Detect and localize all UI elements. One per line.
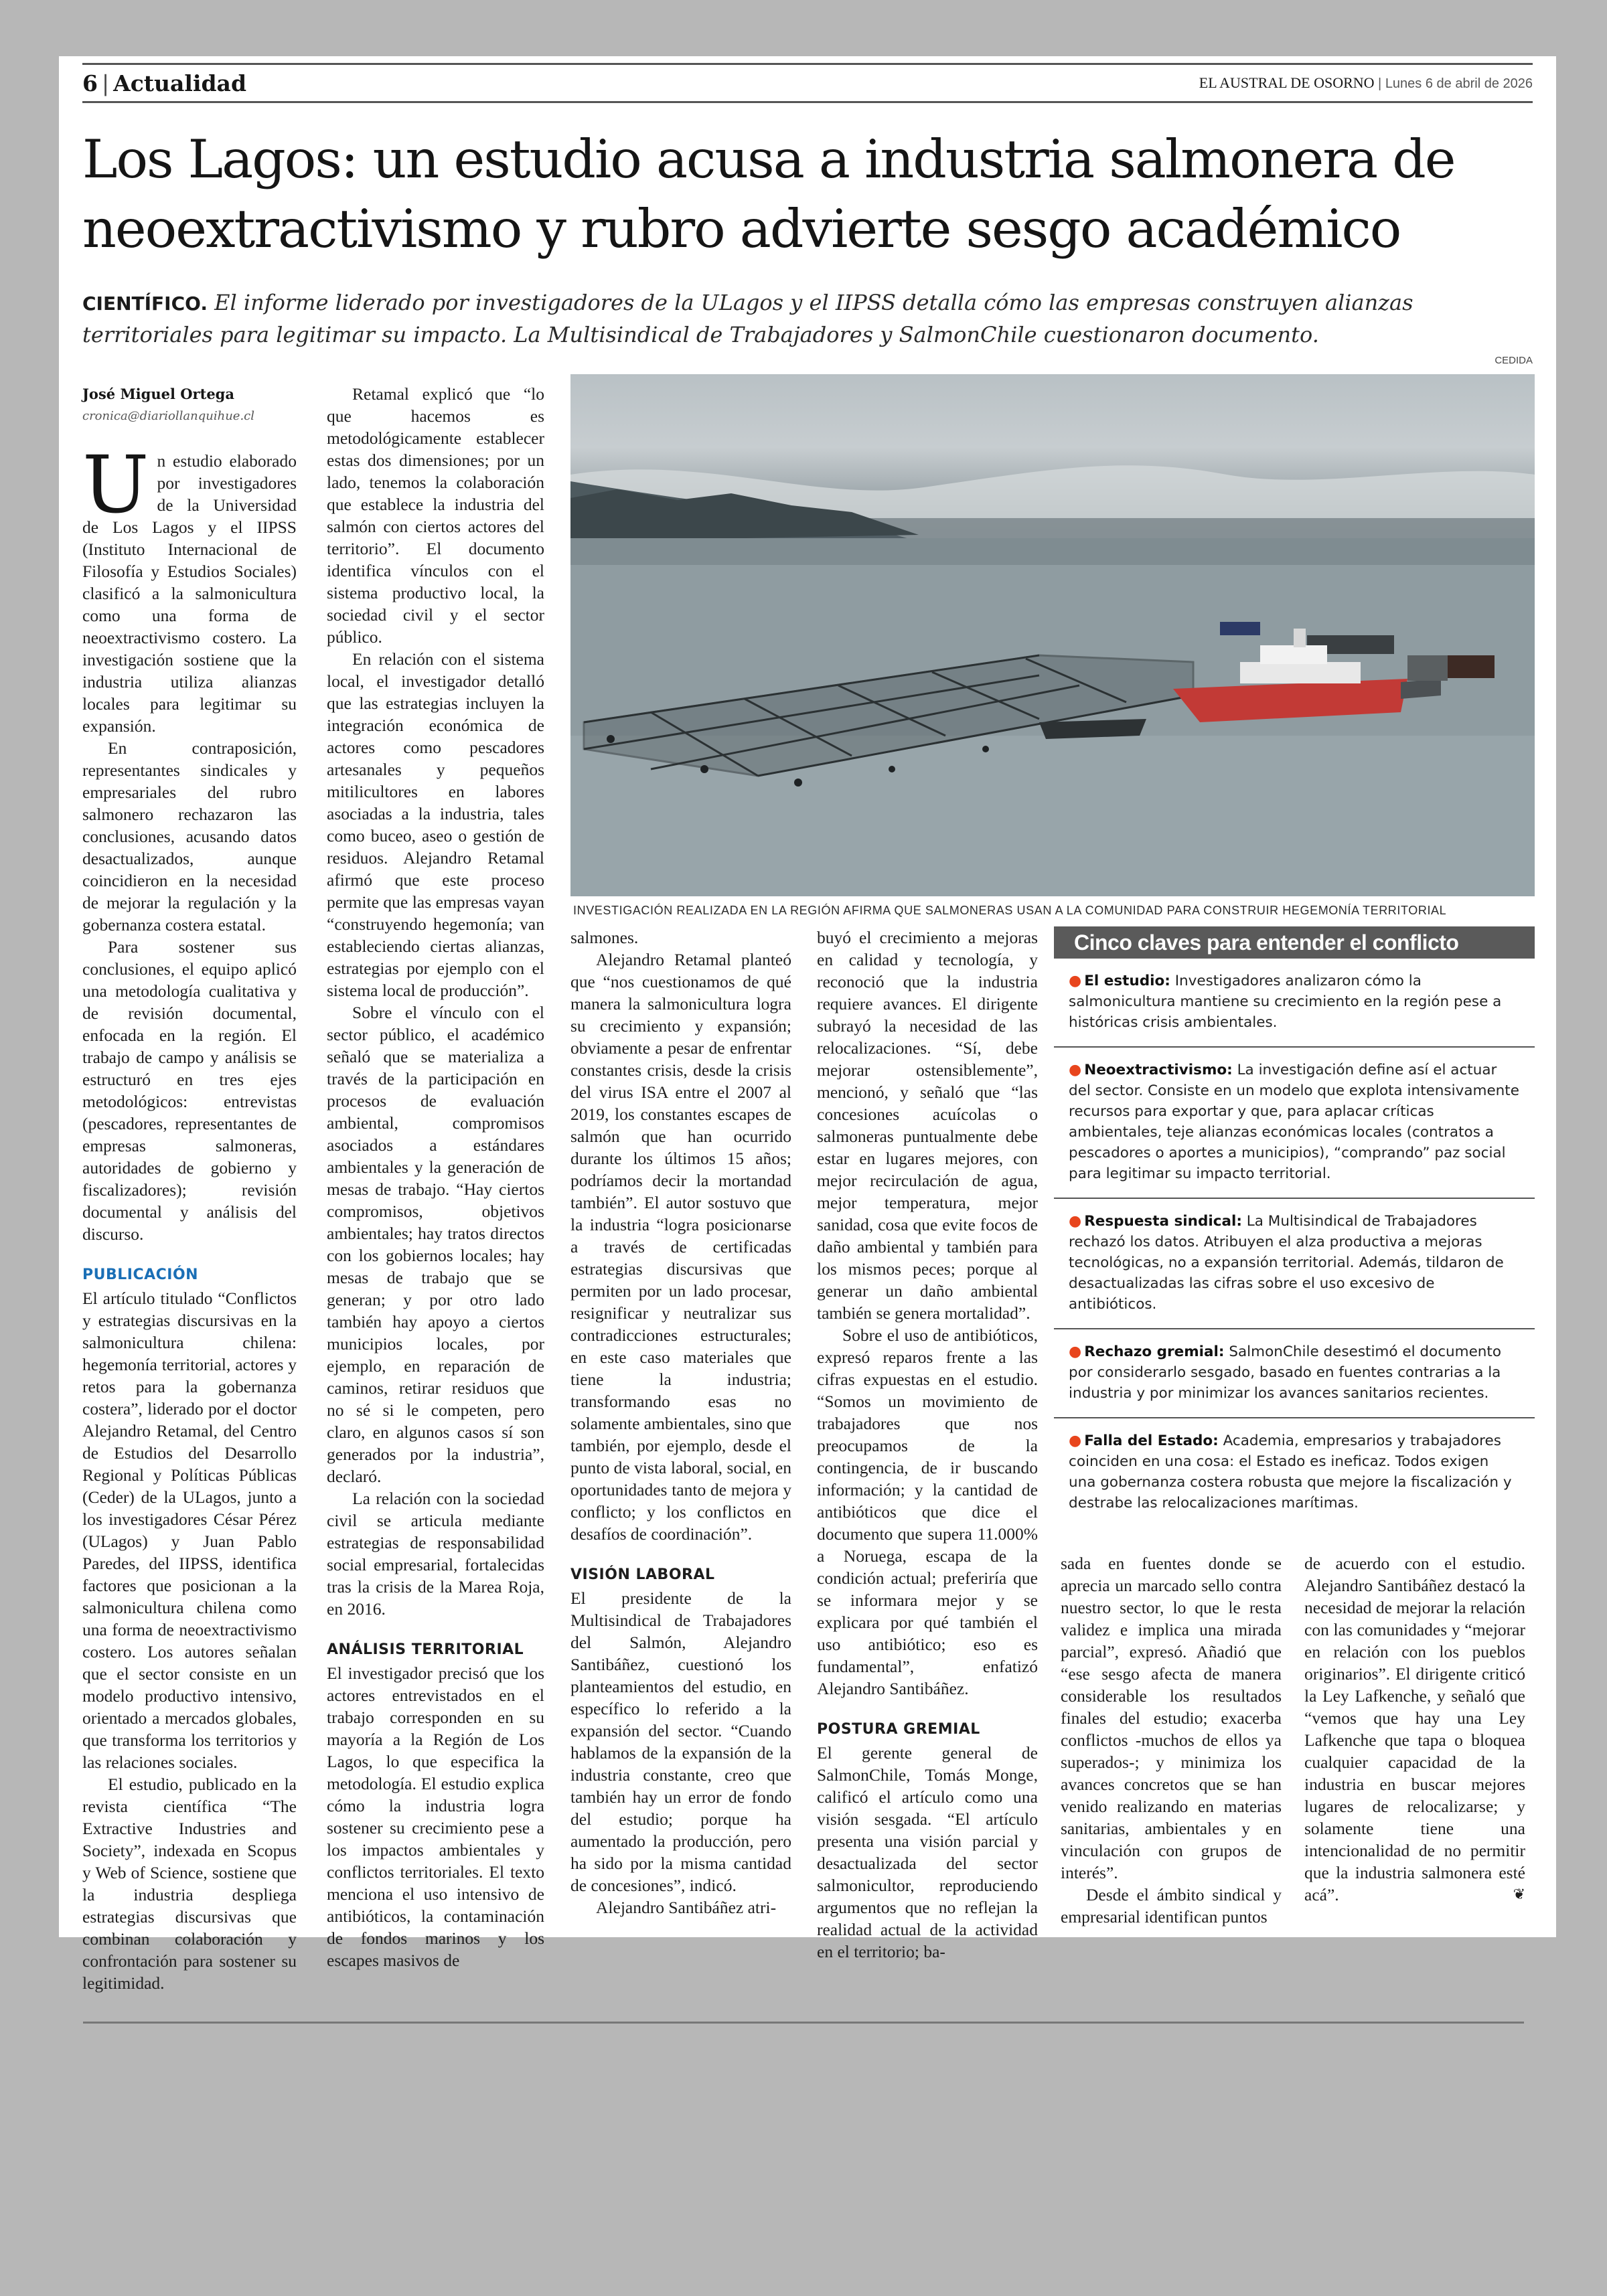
subhead-kicker: CIENTÍFICO. <box>82 293 208 315</box>
photo-caption: INVESTIGACIÓN REALIZADA EN LA REGIÓN AFIRMA QUE SALMONERAS USAN A LA COMUNIDAD PARA CONSTRUIR HEGEMONÍA TERRITORIAL <box>573 904 1447 917</box>
article-paragraph: de acuerdo con el estudio. Alejandro Santibáñez destacó la necesidad de mejorar la relación con las comunidades y “mejorar en relación con los pueblos originarios”. El dirigente criticó la Ley Lafkenche, y señaló que “vemos que hay una Ley Lafkenche que tapa o bloquea cualquier capacidad de la industria en buscar mejores lugares de relocalizarse; y solamente tiene una intencionalidad de no permitir que la industria salmonera esté acá”. ❦ <box>1304 1554 1525 1904</box>
issue-date: Lunes 6 de abril de 2026 <box>1385 76 1533 91</box>
section-label: 6 | Actualidad <box>82 70 247 96</box>
author-email: cronica@diariollanquihue.cl <box>82 409 255 423</box>
bullet-icon: ● <box>1069 1343 1082 1360</box>
article-paragraph: El gerente general de SalmonChile, Tomás Monge, calificó el artículo como una visión sesgada. “El artículo presenta una visión parcial y desactualizada del sector salmonicultor, reproduciendo argumentos que no reflejan la realidad actual de la actividad en el territorio; ba- <box>817 1743 1038 1961</box>
key-point: ● Respuesta sindical: La Multisindical de Trabajadores rechazó los datos. Atribuyen el alza productiva a mejoras tecnológicas, no a expansión territorial. Además, tildaron de desactualizadas las cifras sobre el uso excesivo de antibióticos. <box>1054 1199 1535 1329</box>
article-paragraph: La relación con la sociedad civil se articula mediante estrategias de responsabilidad social empresarial, fortalecidas tras la crisis de la Marea Roja, en 2016. <box>327 1489 544 1619</box>
photo-credit: CEDIDA <box>1495 355 1533 366</box>
article-paragraph: Retamal explicó que “lo que hacemos es metodológicamente establecer estas dos dimensiones; por un lado, tenemos la colaboración que establece la industria del salmón con ciertos actores del territorio”. El documento identifica vínculos con el sistema productivo local, la sociedad civil y el sector público. <box>327 384 544 647</box>
article-column-3 <box>570 926 791 1918</box>
key-point: ● Falla del Estado: Academia, empresarios y trabajadores coinciden en una cosa: el Estado es ineficaz. Todos exigen una gobernanza costera robusta que mejore la fiscalización y destrabe las relocalizaciones marítimas. <box>1069 1432 1512 1511</box>
article-column-5 <box>1061 1552 1282 1928</box>
masthead-info: EL AUSTRAL DE OSORNO | Lunes 6 de abril de 2026 <box>1199 74 1533 91</box>
article-paragraph: Desde el ámbito sindical y empresarial identifican puntos <box>1061 1885 1282 1926</box>
article-paragraph: En contraposición, representantes sindicales y empresariales del rubro salmonero rechazaron las conclusiones, acusando datos desactualizados, aunque coincidieron en la necesidad de mejorar la regulación y la gobernanza costera estatal. <box>82 738 297 934</box>
newspaper-name: EL AUSTRAL DE OSORNO <box>1199 74 1375 91</box>
section-heading-postura: POSTURA GREMIAL <box>817 1721 980 1738</box>
page-number: 6 <box>82 70 98 96</box>
article-photo <box>570 374 1535 896</box>
byline <box>82 386 297 423</box>
key-points-title: Cinco claves para entender el conflicto <box>1054 926 1535 959</box>
end-mark-icon: ❦ <box>1513 1886 1525 1903</box>
bullet-icon: ● <box>1069 1062 1082 1078</box>
article-paragraph: En relación con el sistema local, el investigador detalló que las estrategias incluyen la integración económica de actores como pescadores artesanales y pequeños mitilicultores en labores asociadas a la industria, tales como buceo, aseo o gestión de residuos. Alejandro Retamal afirmó que este proceso permite que las empresas vayan “construyendo hegemonía; van estableciendo ciertas alianzas, estrategias por ejemplo con el sistema local de producción”. <box>327 649 544 1000</box>
drop-cap: U <box>82 438 149 531</box>
section-name: Actualidad <box>113 70 247 96</box>
article-paragraph: sada en fuentes donde se aprecia un marcado sello contra nuestro sector, lo que le resta validez e implica una mirada parcial”, expresó. Añadió que “ese sesgo afecta de manera considerable los resultados finales del estudio; exacerba conflictos -muchos de ellos ya superados-; y minimiza los avances concretos que se han venido realizando en materias sanitarias, ambientales y en vinculación con grupos de interés”. <box>1061 1554 1282 1882</box>
article-column-6 <box>1304 1552 1525 1906</box>
article-paragraph: Alejandro Santibáñez atri- <box>596 1898 777 1917</box>
bullet-icon: ● <box>1069 973 1082 989</box>
article-column-2 <box>327 383 544 1971</box>
bullet-icon: ● <box>1069 1213 1082 1230</box>
article-paragraph: Sobre el vínculo con el sector público, el académico señaló que se materializa a través de la participación en procesos de evaluación ambiental, compromisos asociados a estándares ambientales y la generación de mesas de trabajo. “Hay ciertos compromisos, objetivos ambientales; hay tratos directos con los gobiernos locales; hay mesas de trabajo que se generan; y por otro lado también hay apoyo a ciertos municipios locales, por ejemplo, en reparación de caminos, retirar residuos que no sé si le competen, pero claro, en algunos casos sí son generados por la industria”, declaró. <box>327 1003 544 1486</box>
article-paragraph: Alejandro Retamal planteó que “nos cuestionamos de qué manera la salmonicultura logra su crecimiento y expansión; obviamente a pesar de enfrentar constantes crisis, desde la crisis del virus ISA entre el 2007 al 2019, los constantes escapes de salmón que han ocurrido durante los últimos 15 años; podríamos decir la mortandad también”. El autor sostuvo que la industria “logra posicionarse a través de certificadas estrategias discursivas que permiten por un lado procesar, resignificar y neutralizar sus contradicciones estructurales; en este caso materiales que tiene la industria; transformando esas no solamente ambientales, sino que también, por ejemplo, desde el punto de vista laboral, social, en oportunidades tanto de mejora y conflicto; y los conflictos en desafíos de coordinación”. <box>570 950 791 1544</box>
article-paragraph: Un estudio elaborado por investigadores de la Universidad de Los Lagos y el IIPSS (Instituto Internacional de Filosofía y Estudios Sociales) clasificó a la salmonicultura como una forma de neoextractivismo costero. La investigación sostiene que la industria utiliza alianzas locales para legitimar su expansión. <box>82 438 297 736</box>
section-heading-analisis: ANÁLISIS TERRITORIAL <box>327 1641 524 1658</box>
article-paragraph: El investigador precisó que los actores entrevistados en el trabajo corresponden en su mayoría a la Región de Los Lagos, lo que especifica la metodología. El estudio explica cómo la industria logra sostener su crecimiento pese a los impactos ambientales y conflictos territoriales. El texto menciona el uso intensivo de antibióticos, la contaminación de fondos marinos y los escapes masivos de <box>327 1663 544 1970</box>
article-paragraph: Para sostener sus conclusiones, el equipo aplicó una metodología cualitativa y de revisión documental, enfocada en la región. El trabajo de campo y análisis se estructuró en tres ejes metodológicos: entrevistas (pescadores, representantes de empresas salmoneras, autoridades de gobierno y fiscalizadores); revisión documental y análisis del discurso. <box>82 937 297 1244</box>
bottom-rule <box>83 2022 1524 2024</box>
article-paragraph: buyó el crecimiento a mejoras en calidad y tecnología, y reconoció que la industria requiere avances. El dirigente subrayó la necesidad de las relocalizaciones. “Sí, debe mejorar ostensiblemente”, mencionó, y señaló que “las concesiones acuícolas o salmoneras puntualmente debe estar en lugares mejores, con mejor recirculación de agua, mejor temperatura, mejor sanidad, cosa que evite focos de daño ambiental y también para los mismos peces; porque al generar un daño ambiental también se genera mortalidad”. <box>817 928 1038 1323</box>
article-column-1 <box>82 438 297 1994</box>
bullet-icon: ● <box>1069 1432 1082 1449</box>
article-paragraph: Sobre el uso de antibióticos, expresó reparos frente a las cifras expuestas en el estudio. “Somos un movimiento de trabajadores que nos preocupamos de la contingencia, de ir buscando información; y la cantidad de antibióticos que dice el documento que supera 11.000% a Noruega, escapa de la condición actual; preferiría que se informara mejor y se explicara por qué también el uso antibiótico; eso es fundamental”, enfatizó Alejandro Santibáñez. <box>817 1325 1038 1698</box>
key-point: ● El estudio: Investigadores analizaron cómo la salmonicultura mantiene su crecimiento en la región pese a históricas crisis ambientales. <box>1054 959 1535 1048</box>
article-paragraph: salmones. <box>570 928 639 947</box>
article-column-4 <box>817 926 1038 1963</box>
headline: Los Lagos: un estudio acusa a industria salmonera de neoextractivismo y rubro advierte sesgo académico <box>82 129 1455 260</box>
key-point: ● Neoextractivismo: La investigación define así el actuar del sector. Consiste en un modelo que explota intensivamente recursos para exportar y que, para aplacar críticas ambientales, teje alianzas económicas locales (contratos a pescadores o aportes a municipios), “comprando” paz social para legitimar su impacto territorial. <box>1054 1048 1535 1199</box>
page-header <box>82 63 1533 103</box>
section-heading-vision: VISIÓN LABORAL <box>570 1566 715 1583</box>
key-point: ● Rechazo gremial: SalmonChile desestimó el documento por considerarlo sesgado, basado en fuentes contrarias a la industria y por minimizar los avances sanitarios recientes. <box>1054 1329 1535 1418</box>
salmon-farm-photo <box>570 374 1535 896</box>
section-heading-publicacion: PUBLICACIÓN <box>82 1266 199 1283</box>
article-paragraph: El presidente de la Multisindical de Trabajadores del Salmón, Alejandro Santibáñez, cuestionó los planteamientos del estudio, en específico lo referido a la expansión del sector. “Cuando hablamos de la expansión de la industria constante, creo que también hay un error de fondo del estudio; porque ha aumentado la producción, pero ha sido por la misma cantidad de concesiones”, indicó. <box>570 1588 791 1895</box>
subheadline <box>82 287 1535 350</box>
newspaper-page <box>59 56 1556 1993</box>
author-name: José Miguel Ortega <box>82 386 234 402</box>
subhead-text: El informe liderado por investigadores de la ULagos y el IIPSS detalla cómo las empresas construyen alianzas territoriales para legitimar su impacto. La Multisindical de Trabajadores y SalmonChile cuestionaron documento. <box>82 290 1413 347</box>
key-points-box <box>1054 926 1535 1527</box>
article-paragraph: El artículo titulado “Conflictos y estrategias discursivas en la salmonicultura chilena: hegemonía territorial, actores y retos para la gobernanza costera”, liderado por el doctor Alejandro Retamal, del Centro de Estudios del Desarrollo Regional y Políticas Públicas (Ceder) de la ULagos, junto a los investigadores César Pérez (ULagos) y Juan Pablo Paredes, del IIPSS, identifica factores que posicionan a la salmonicultura chilena como una forma de neoextractivismo costero. Los autores señalan que el sector consiste en un modelo productivo intensivo, orientado a mercados globales, que transforma los territorios y las relaciones sociales. <box>82 1289 297 1772</box>
article-paragraph: El estudio, publicado en la revista científica “The Extractive Industries and Society”, indexada en Scopus y Web of Science, sostiene que la industria despliega estrategias discursivas que combinan colaboración y confrontación para sostener su legitimidad. <box>82 1775 297 1993</box>
